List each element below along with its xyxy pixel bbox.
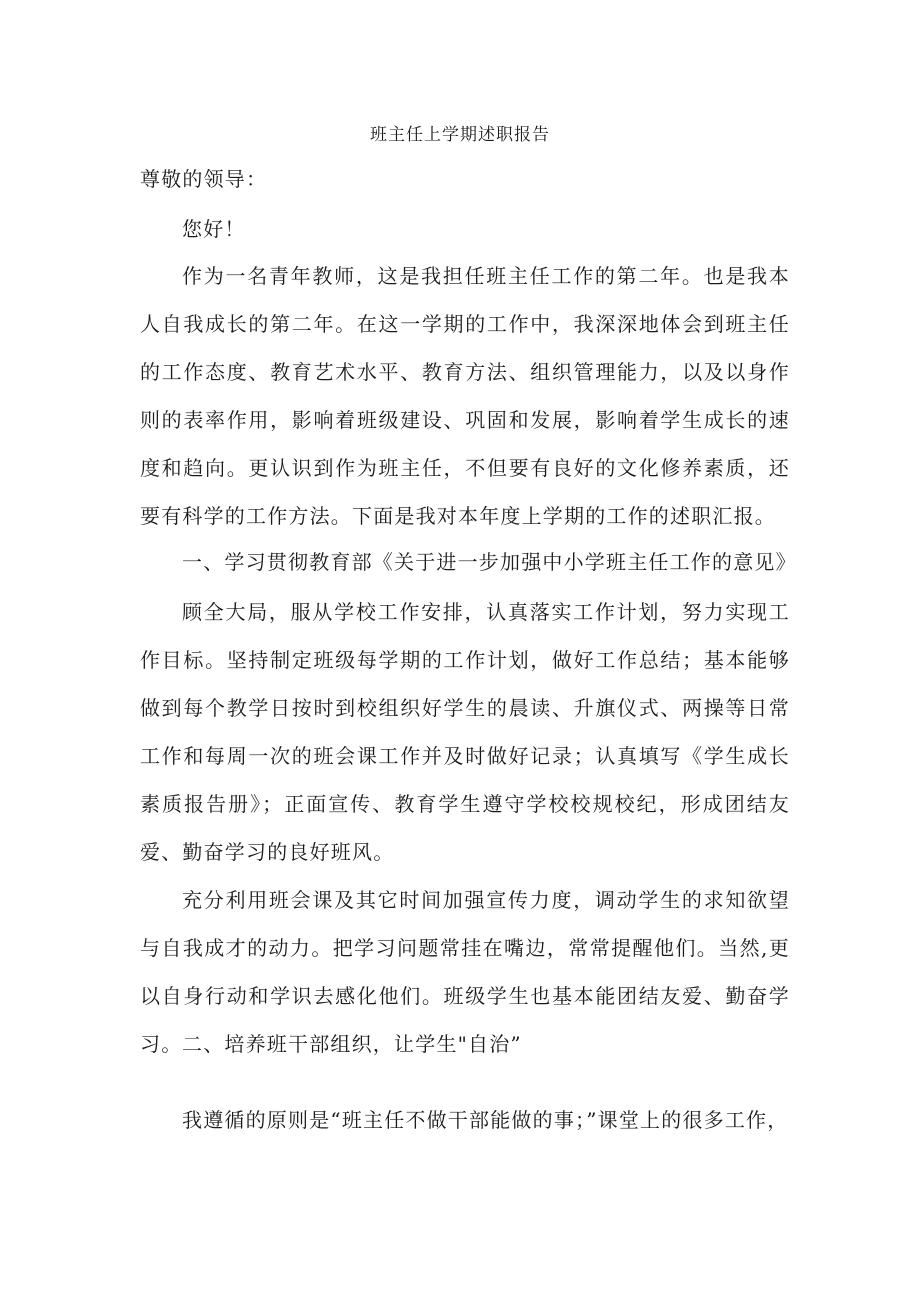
paragraph-section-1: 顾全大局，服从学校工作安排，认真落实工作计划，努力实现工作目标。坚持制定班级每学期的工作计划，做好工作总结；基本能够做到每个教学日按时到校组织好学生的晨读、升旗仪式、两操等日常工作和每周一次的班会课工作并及时做好记录；认真填写《学生成长素质报告册》；正面宣传、教育学生遵守学校校规校纪，形成团结友爱、勤奋学习的良好班风。: [140, 600, 790, 864]
salutation: 尊敬的领导：: [140, 167, 268, 191]
section-heading-1: 一、学习贯彻教育部《关于进一步加强中小学班主任工作的意见》: [182, 550, 797, 574]
paragraph-section-1-continued: 充分利用班会课及其它时间加强宣传力度，调动学生的求知欲望与自我成才的动力。把学习问题常挂在嘴边，常常提醒他们。当然,更以自身行动和学识去感化他们。班级学生也基本能团结友爱、勤奋学习。: [140, 888, 790, 1056]
greeting: 您好！: [182, 217, 246, 241]
document-title: 班主任上学期述职报告: [370, 125, 550, 145]
paragraph-section-2: 我遵循的原则是“班主任不做干部能做的事；”课堂上的很多工作，: [182, 1108, 789, 1132]
paragraph-intro: 作为一名青年教师，这是我担任班主任工作的第二年。也是我本人自我成长的第二年。在这一学期的工作中，我深深地体会到班主任的工作态度、教育艺术水平、教育方法、组织管理能力，以及以身作则的表率作用，影响着班级建设、巩固和发展，影响着学生成长的速度和趋向。更认识到作为班主任，不但要有良好的文化修养素质，还要有科学的工作方法。下面是我对本年度上学期的工作的述职汇报。: [140, 264, 790, 528]
section-heading-2: 二、培养班干部组织，让学生"自治”: [182, 1032, 522, 1056]
